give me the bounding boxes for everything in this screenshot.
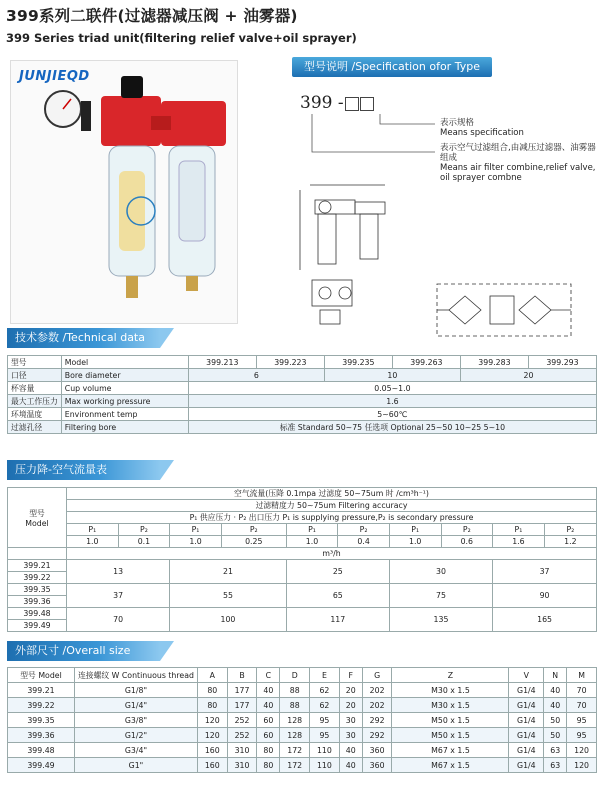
- size-cell: 50: [544, 713, 567, 728]
- table-row: [8, 408, 597, 421]
- size-cell: 252: [227, 713, 257, 728]
- col-header: N: [544, 668, 567, 683]
- table-row: [8, 560, 597, 572]
- size-cell: 70: [567, 698, 597, 713]
- code-box: [345, 97, 359, 111]
- model-code-text: 399 -: [300, 93, 344, 113]
- value-cell: 10: [324, 369, 460, 382]
- p-value: 0.4: [338, 536, 390, 548]
- p-label-row: [8, 524, 597, 536]
- table-row: [8, 683, 597, 698]
- col-header: F: [339, 668, 362, 683]
- model-cell: 399.235: [324, 356, 392, 369]
- p-value: 1.0: [389, 536, 441, 548]
- table-row: [8, 421, 597, 434]
- table-row: [8, 356, 597, 369]
- model-cell: 399.263: [392, 356, 460, 369]
- size-cell: 128: [280, 728, 310, 743]
- row-label-cn: 杯容量: [8, 382, 62, 395]
- size-cell: 399.49: [8, 758, 75, 773]
- model-cell: 399.49: [8, 620, 67, 632]
- row-label-en: Model: [61, 356, 188, 369]
- p-label: P₂: [544, 524, 596, 536]
- flow-value: 165: [493, 608, 597, 632]
- size-cell: 399.35: [8, 713, 75, 728]
- table-row: [8, 488, 597, 500]
- product-illustration: [11, 61, 237, 323]
- size-cell: 292: [362, 713, 392, 728]
- size-cell: G1/4: [509, 743, 544, 758]
- p-label: P₁: [389, 524, 441, 536]
- table-row: [8, 743, 597, 758]
- flow-value: 55: [170, 584, 286, 608]
- size-cell: 80: [197, 698, 227, 713]
- size-cell: 95: [567, 713, 597, 728]
- flow-header-2: 过滤精度力 50~75um Filtering accuracy: [67, 500, 597, 512]
- size-cell: 60: [257, 713, 280, 728]
- value-cell: 20: [460, 369, 596, 382]
- spec-desc-1: [440, 118, 524, 138]
- product-photo: [10, 60, 238, 324]
- flow-header-3: P₁ 供应压力 · P₂ 出口压力 P₁ is supplying pressure,P₂ is secondary pressure: [67, 512, 597, 524]
- size-header-row: [8, 668, 597, 683]
- model-header-en: Model: [25, 518, 49, 528]
- code-box: [360, 97, 374, 111]
- size-cell: 360: [362, 758, 392, 773]
- spec-section-title: 型号说明 /Specification ofor Type: [292, 57, 492, 77]
- col-header: B: [227, 668, 257, 683]
- flow-header-1: 空气流量(压降 0.1mpa 过滤度 50~75um 时 /cm³h⁻¹): [67, 488, 597, 500]
- flow-value: 70: [67, 608, 170, 632]
- size-cell: 177: [227, 683, 257, 698]
- p-label: P₂: [118, 524, 170, 536]
- row-label-en: Max working pressure: [61, 395, 188, 408]
- table-row: [8, 584, 597, 596]
- size-cell: 40: [339, 743, 362, 758]
- p-value-row: [8, 536, 597, 548]
- value-cell: 标准 Standard 50~75 任选项 Optional 25~50 10~25 5~10: [188, 421, 596, 434]
- size-cell: G1/8": [75, 683, 198, 698]
- size-cell: G3/4": [75, 743, 198, 758]
- size-cell: 399.36: [8, 728, 75, 743]
- spec-desc-1-en: Means specification: [440, 128, 524, 138]
- row-label-en: Cup volume: [61, 382, 188, 395]
- size-cell: 202: [362, 698, 392, 713]
- p-label: P₁: [67, 524, 119, 536]
- flow-value: 65: [286, 584, 389, 608]
- size-cell: 70: [567, 683, 597, 698]
- flow-value: 21: [170, 560, 286, 584]
- flow-value: 13: [67, 560, 170, 584]
- col-header: 型号 Model: [8, 668, 75, 683]
- size-cell: 50: [544, 728, 567, 743]
- p-value: 1.0: [170, 536, 222, 548]
- table-row: [8, 382, 597, 395]
- size-cell: 310: [227, 743, 257, 758]
- value-cell: 5~60℃: [188, 408, 596, 421]
- size-section-title: 外部尺寸 /Overall size: [7, 641, 160, 661]
- size-cell: 30: [339, 713, 362, 728]
- size-cell: 40: [339, 758, 362, 773]
- size-cell: 40: [544, 683, 567, 698]
- size-cell: 63: [544, 758, 567, 773]
- flow-value: 135: [389, 608, 492, 632]
- size-cell: 40: [544, 698, 567, 713]
- size-cell: G3/8": [75, 713, 198, 728]
- row-label-en: Environment temp: [61, 408, 188, 421]
- p-value: 1.0: [67, 536, 119, 548]
- size-table: [7, 667, 597, 773]
- row-label-cn: 过滤孔径: [8, 421, 62, 434]
- size-cell: G1": [75, 758, 198, 773]
- size-cell: 80: [257, 758, 280, 773]
- p-value: 0.25: [221, 536, 286, 548]
- size-cell: 120: [567, 743, 597, 758]
- row-label-en: Bore diameter: [61, 369, 188, 382]
- size-cell: 60: [257, 728, 280, 743]
- col-header: A: [197, 668, 227, 683]
- spec-leader-lines: [300, 110, 440, 170]
- size-cell: G1/4: [509, 728, 544, 743]
- row-label-cn: 口径: [8, 369, 62, 382]
- spec-desc-2: [440, 143, 600, 183]
- size-cell: M67 x 1.5: [392, 743, 509, 758]
- col-header: E: [310, 668, 340, 683]
- size-cell: 292: [362, 728, 392, 743]
- flow-value: 75: [389, 584, 492, 608]
- size-cell: G1/4": [75, 698, 198, 713]
- size-cell: 160: [197, 758, 227, 773]
- size-cell: 177: [227, 698, 257, 713]
- size-cell: 95: [310, 713, 340, 728]
- flow-value: 37: [493, 560, 597, 584]
- flow-value: 30: [389, 560, 492, 584]
- size-cell: 95: [567, 728, 597, 743]
- table-row: [8, 369, 597, 382]
- p-label: P₁: [286, 524, 338, 536]
- size-cell: 202: [362, 683, 392, 698]
- size-cell: 120: [197, 728, 227, 743]
- size-cell: 120: [197, 713, 227, 728]
- value-cell: 6: [188, 369, 324, 382]
- tech-section-title: 技术参数 /Technical data: [7, 328, 160, 348]
- row-label-cn: 最大工作压力: [8, 395, 62, 408]
- value-cell: 0.05~1.0: [188, 382, 596, 395]
- flow-value: 90: [493, 584, 597, 608]
- flow-table: [7, 487, 597, 632]
- p-value: 1.6: [493, 536, 545, 548]
- size-cell: 62: [310, 683, 340, 698]
- p-label: P₂: [441, 524, 493, 536]
- tech-table: [7, 355, 597, 434]
- size-cell: 63: [544, 743, 567, 758]
- flow-value: 37: [67, 584, 170, 608]
- model-cell: 399.283: [460, 356, 528, 369]
- col-header: M: [567, 668, 597, 683]
- table-row: [8, 728, 597, 743]
- size-cell: 120: [567, 758, 597, 773]
- p-label: P₁: [170, 524, 222, 536]
- col-header: C: [257, 668, 280, 683]
- size-cell: 128: [280, 713, 310, 728]
- size-cell: G1/4: [509, 698, 544, 713]
- model-cell: 399.21: [8, 560, 67, 572]
- size-cell: G1/4: [509, 683, 544, 698]
- table-row: [8, 698, 597, 713]
- symbol-diagram: [435, 282, 575, 340]
- flow-value: 117: [286, 608, 389, 632]
- model-cell: 399.22: [8, 572, 67, 584]
- p-label: P₂: [338, 524, 390, 536]
- model-cell: 399.223: [256, 356, 324, 369]
- size-cell: G1/4: [509, 758, 544, 773]
- size-cell: 30: [339, 728, 362, 743]
- size-cell: G1/4: [509, 713, 544, 728]
- model-cell: 399.293: [528, 356, 596, 369]
- size-cell: 110: [310, 758, 340, 773]
- size-cell: 360: [362, 743, 392, 758]
- size-cell: 80: [197, 683, 227, 698]
- size-cell: 20: [339, 698, 362, 713]
- size-cell: 40: [257, 683, 280, 698]
- size-cell: 110: [310, 743, 340, 758]
- size-cell: 252: [227, 728, 257, 743]
- size-cell: 399.48: [8, 743, 75, 758]
- table-row: [8, 608, 597, 620]
- flow-value: 100: [170, 608, 286, 632]
- page-title-en: 399 Series triad unit(filtering relief valve+oil sprayer): [6, 31, 357, 45]
- size-cell: M50 x 1.5: [392, 713, 509, 728]
- size-cell: 80: [257, 743, 280, 758]
- size-cell: 172: [280, 743, 310, 758]
- col-header: V: [509, 668, 544, 683]
- col-header: D: [280, 668, 310, 683]
- size-cell: M30 x 1.5: [392, 698, 509, 713]
- spec-desc-1-cn: 表示规格: [440, 118, 475, 128]
- size-cell: 20: [339, 683, 362, 698]
- size-cell: 62: [310, 698, 340, 713]
- flow-section-title: 压力降-空气流量表: [7, 460, 160, 480]
- spec-desc-2-cn: 表示空气过滤组合,由减压过滤器、油雾器组成: [440, 143, 596, 163]
- size-cell: M67 x 1.5: [392, 758, 509, 773]
- p-label: P₁: [493, 524, 545, 536]
- size-cell: 160: [197, 743, 227, 758]
- model-cell: 399.36: [8, 596, 67, 608]
- p-value: 0.1: [118, 536, 170, 548]
- row-label-cn: 型号: [8, 356, 62, 369]
- size-cell: 172: [280, 758, 310, 773]
- size-cell: 95: [310, 728, 340, 743]
- size-cell: 310: [227, 758, 257, 773]
- size-cell: 88: [280, 698, 310, 713]
- model-header-cn: 型号: [29, 508, 45, 518]
- flow-value: 25: [286, 560, 389, 584]
- size-cell: 88: [280, 683, 310, 698]
- brand-logo: JUNJIEQD: [19, 69, 90, 84]
- row-label-cn: 环境温度: [8, 408, 62, 421]
- p-value: 1.0: [286, 536, 338, 548]
- size-cell: 40: [257, 698, 280, 713]
- model-header: [8, 488, 67, 548]
- spec-desc-2-en: Means air filter combine,relief valve, oil sprayer combne: [440, 163, 596, 183]
- size-cell: G1/2": [75, 728, 198, 743]
- value-cell: 1.6: [188, 395, 596, 408]
- col-header: Z: [392, 668, 509, 683]
- model-cell: 399.35: [8, 584, 67, 596]
- size-cell: M50 x 1.5: [392, 728, 509, 743]
- size-cell: M30 x 1.5: [392, 683, 509, 698]
- table-row: [8, 395, 597, 408]
- table-row: [8, 758, 597, 773]
- size-cell: 399.22: [8, 698, 75, 713]
- table-row: [8, 713, 597, 728]
- size-cell: 399.21: [8, 683, 75, 698]
- flow-unit: m³/h: [67, 548, 597, 560]
- page-title-cn: 399系列二联件(过滤器减压阀 + 油雾器): [6, 7, 298, 25]
- col-header: 连接螺纹 W Continuous thread: [75, 668, 198, 683]
- model-cell: 399.48: [8, 608, 67, 620]
- p-label: P₂: [221, 524, 286, 536]
- row-label-en: Filtering bore: [61, 421, 188, 434]
- dimension-drawing: [290, 180, 400, 330]
- col-header: G: [362, 668, 392, 683]
- p-value: 1.2: [544, 536, 596, 548]
- model-cell: 399.213: [188, 356, 256, 369]
- p-value: 0.6: [441, 536, 493, 548]
